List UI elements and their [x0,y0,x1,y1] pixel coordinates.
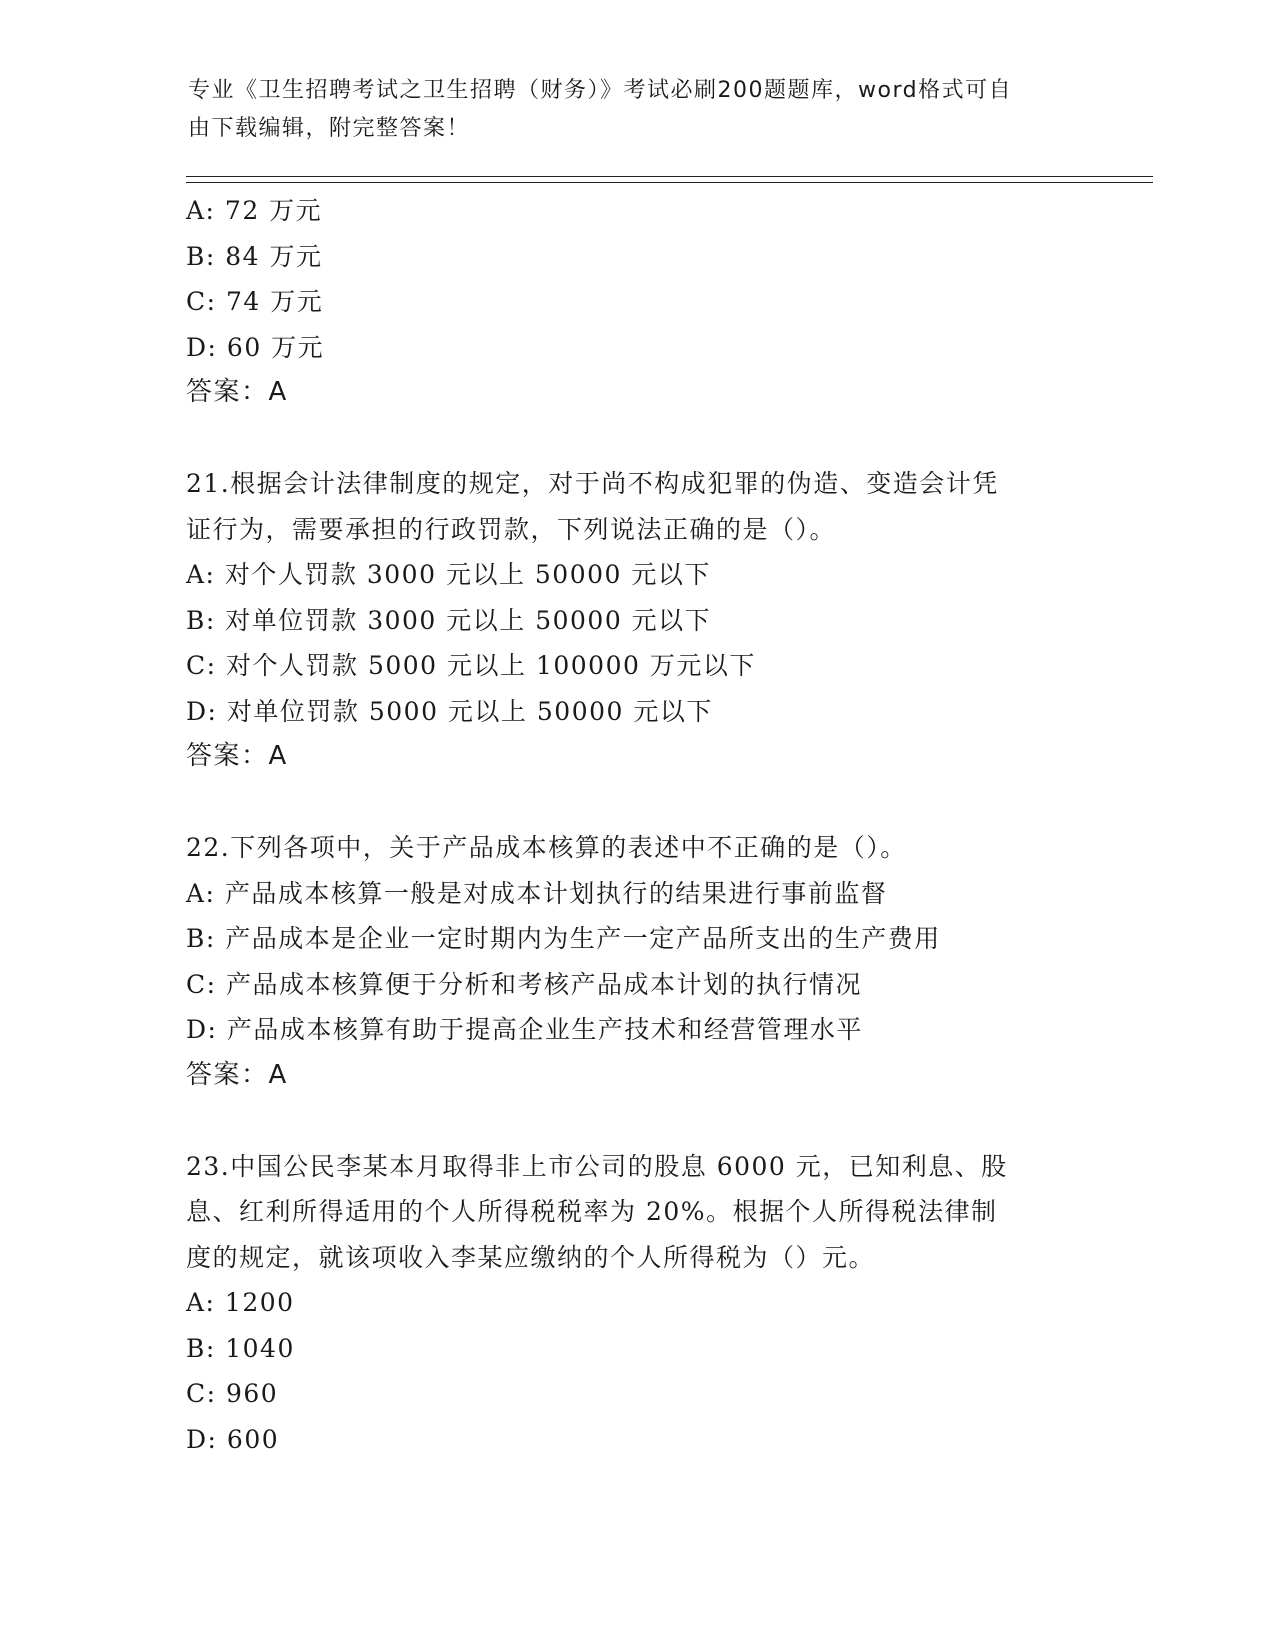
option-a: A: 对个人罚款 3000 元以上 50000 元以下 [186,560,711,589]
option-b: B: 1040 [186,1333,295,1363]
answer: 答案：A [186,1059,288,1090]
question-stem-line: 息、红利所得适用的个人所得税税率为 20%。根据个人所得税法律制 [186,1197,998,1226]
option-a: A: 72 万元 [186,196,323,225]
option-a: A: 产品成本核算一般是对成本计划执行的结果进行事前监督 [186,878,888,908]
spacer [186,780,1086,826]
question-20 [186,188,1086,416]
option-a: A: 1200 [186,1288,295,1317]
header-line-2: 由下载编辑，附完整答案！ [188,116,471,141]
option-d: D: 60 万元 [186,332,325,362]
question-22 [186,825,1086,1098]
question-list [186,188,1086,1462]
option-d: D: 对单位罚款 5000 元以上 50000 元以下 [186,696,713,726]
question-stem-line: 22.下列各项中，关于产品成本核算的表述中不正确的是（）。 [186,833,907,862]
option-c: C: 74 万元 [186,287,324,316]
option-d: D: 产品成本核算有助于提高企业生产技术和经营管理水平 [186,1015,863,1044]
option-b: B: 产品成本是企业一定时期内为生产一定产品所支出的生产费用 [186,924,941,953]
option-c: C: 产品成本核算便于分析和考核产品成本计划的执行情况 [186,969,863,999]
question-stem-line: 度的规定，就该项收入李某应缴纳的个人所得税为（）元。 [186,1242,876,1272]
header-divider-bottom [186,182,1153,183]
option-c: C: 对个人罚款 5000 元以上 100000 万元以下 [186,651,756,680]
option-b: B: 84 万元 [186,241,323,271]
option-c: C: 960 [186,1379,279,1408]
spacer [186,1098,1086,1144]
question-23 [186,1144,1086,1463]
answer: 答案：A [186,377,288,407]
header-line-1: 专业《卫生招聘考试之卫生招聘（财务）》考试必刷200题题库，word格式可自 [188,78,1013,103]
option-d: D: 600 [186,1424,280,1454]
document-header [188,72,1068,148]
question-stem-line: 21.根据会计法律制度的规定，对于尚不构成犯罪的伪造、变造会计凭 [186,469,999,498]
answer: 答案：A [186,741,288,771]
option-b: B: 对单位罚款 3000 元以上 50000 元以下 [186,605,712,635]
spacer [186,416,1086,462]
question-21 [186,461,1086,780]
question-stem-line: 23.中国公民李某本月取得非上市公司的股息 6000 元，已知利息、股 [186,1151,1008,1181]
question-stem-line: 证行为，需要承担的行政罚款，下列说法正确的是（）。 [186,514,837,544]
header-divider-top [186,176,1153,177]
